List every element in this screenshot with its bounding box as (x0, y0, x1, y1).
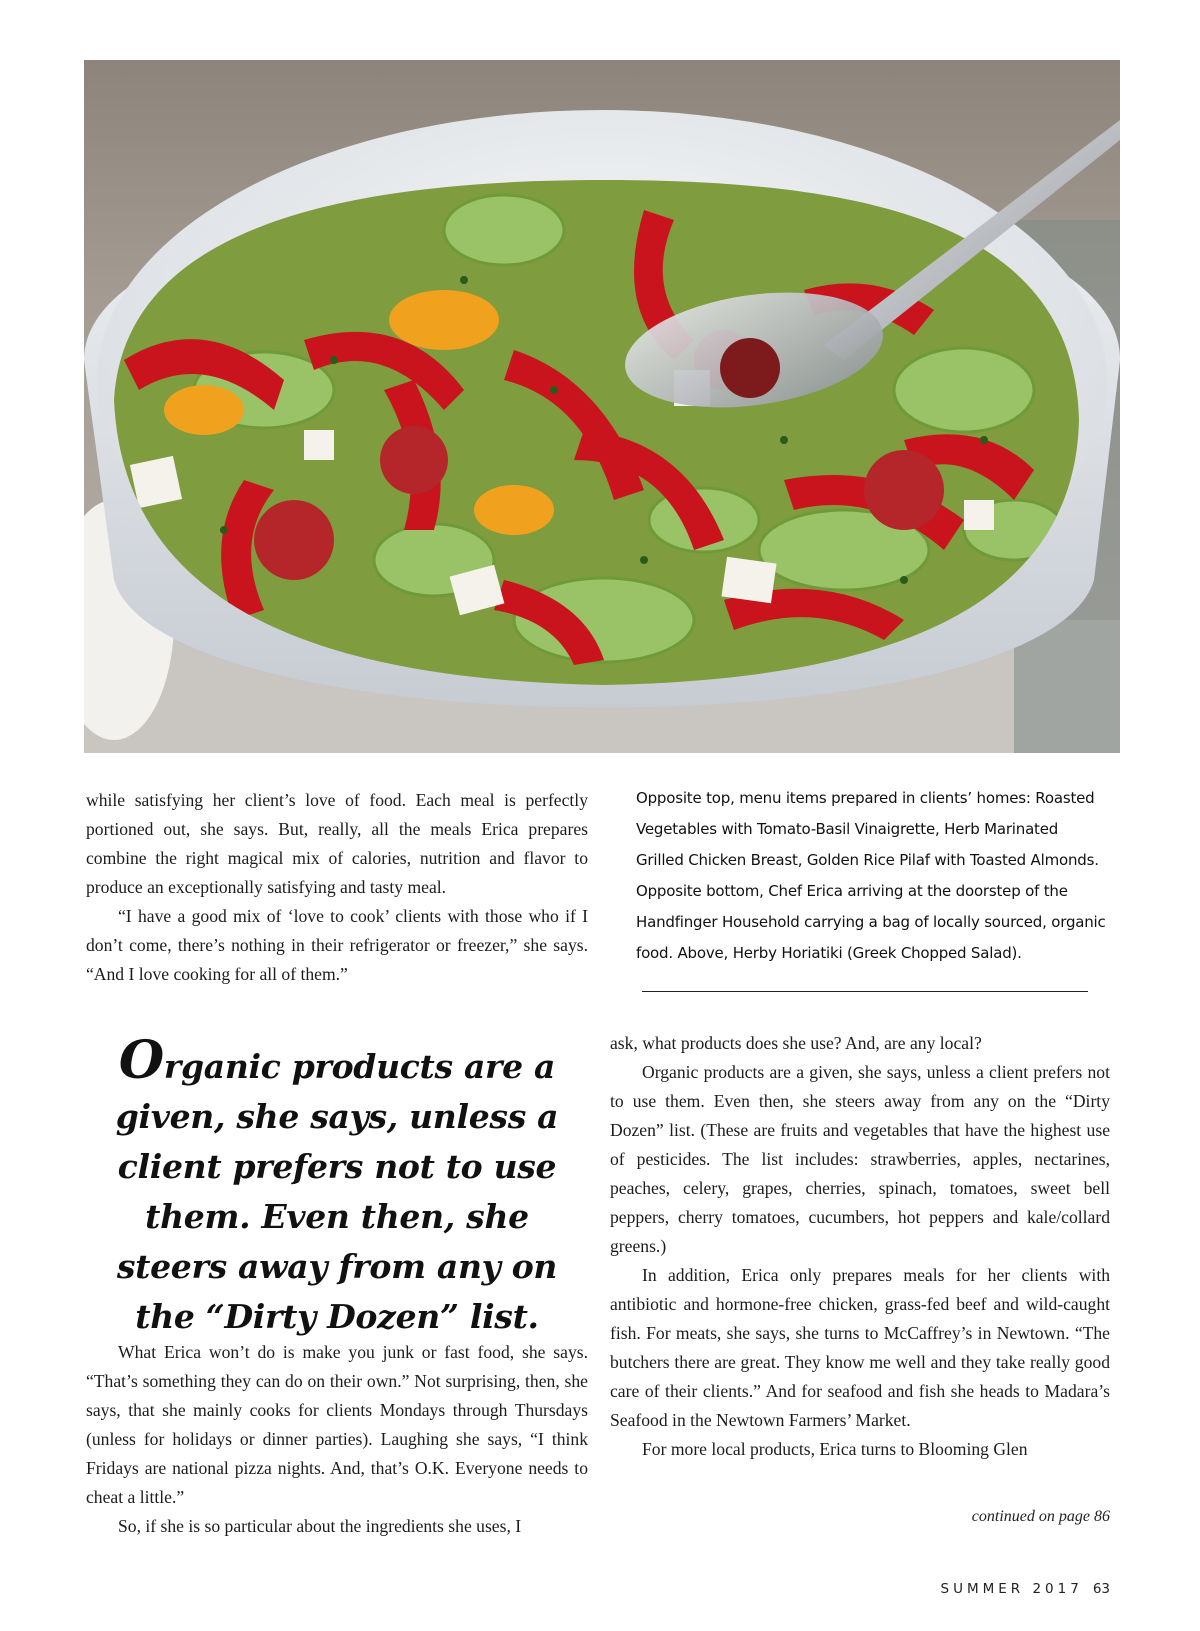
page-number: 63 (1092, 1581, 1110, 1597)
body-paragraph: Organic products are a given, she says, unless a client prefers not to use them. Even then, she steers away from any on the “Dirty Dozen” list. (These are fruits and vegetables that have the highest use of pesticides. The list includes: strawberries, apples, nectarines, peaches, celery, grapes, cherries, spinach, tomatoes, sweet bell peppers, cherry tomatoes, cucumbers, hot peppers and kale/collard greens.) (610, 1062, 1110, 1256)
pull-quote-text: rganic products are a given, she says, unless a client prefers not to use them. Even then, she steers away from any on the “Dirty Dozen” list. (115, 1047, 559, 1336)
body-paragraph: while satisfying her client’s love of food. Each meal is perfectly portioned out, she says. But, really, all the meals Erica prepares combine the right magical mix of calories, nutrition and flavor to produce an exceptionally satisfying and tasty meal. (86, 790, 588, 897)
body-paragraph: ask, what products does she use? And, are any local? (610, 1033, 982, 1053)
body-paragraph: So, if she is so particular about the ingredients she uses, I (118, 1516, 522, 1536)
left-column-bottom (86, 1338, 588, 1541)
body-paragraph: “I have a good mix of ‘love to cook’ clients with those who if I don’t come, there’s nothing in their refrigerator or freezer,” she says. “And I love cooking for all of them.” (86, 906, 588, 984)
left-column-top (86, 786, 588, 989)
right-column (610, 1029, 1110, 1464)
body-paragraph: For more local products, Erica turns to Blooming Glen (642, 1439, 1028, 1459)
continued-line: continued on page 86 (971, 1508, 1110, 1525)
issue-label: SUMMER 2017 (940, 1581, 1083, 1597)
pull-quote (96, 1030, 578, 1342)
salad-bowl-image (84, 60, 1120, 753)
caption-divider (642, 991, 1088, 992)
body-paragraph: In addition, Erica only prepares meals for her clients with antibiotic and hormone-free chicken, grass-fed beef and wild-caught fish. For meats, she says, she turns to McCaffrey’s in Newtown. “The butchers there are great. They know me well and they take really good care of their clients.” And for seafood and fish she heads to Madara’s Seafood in the Newtown Farmers’ Market. (610, 1265, 1110, 1430)
page-footer (941, 1581, 1111, 1597)
body-paragraph: What Erica won’t do is make you junk or fast food, she says. “That’s something they can do on their own.” Not surprising, then, she says, that she mainly cooks for clients Mondays through Thursdays (unless for holidays or dinner parties). Laughing she says, “I think Fridays are national pizza nights. And, that’s O.K. Everyone needs to cheat a little.” (86, 1342, 588, 1507)
pull-quote-dropcap: O (118, 1030, 164, 1091)
salad-photo (84, 60, 1120, 753)
photo-caption: Opposite top, menu items prepared in clients’ homes: Roasted Vegetables with Tomato-Basil Vinaigrette, Herb Marinated Grilled Chicken Breast, Golden Rice Pilaf with Toasted Almonds. Opposite bottom, Chef Erica arriving at the doorstep of the Handfinger Household carrying a bag of locally sourced, organic food. Above, Herby Horiatiki (Greek Chopped Salad). (636, 789, 1106, 962)
